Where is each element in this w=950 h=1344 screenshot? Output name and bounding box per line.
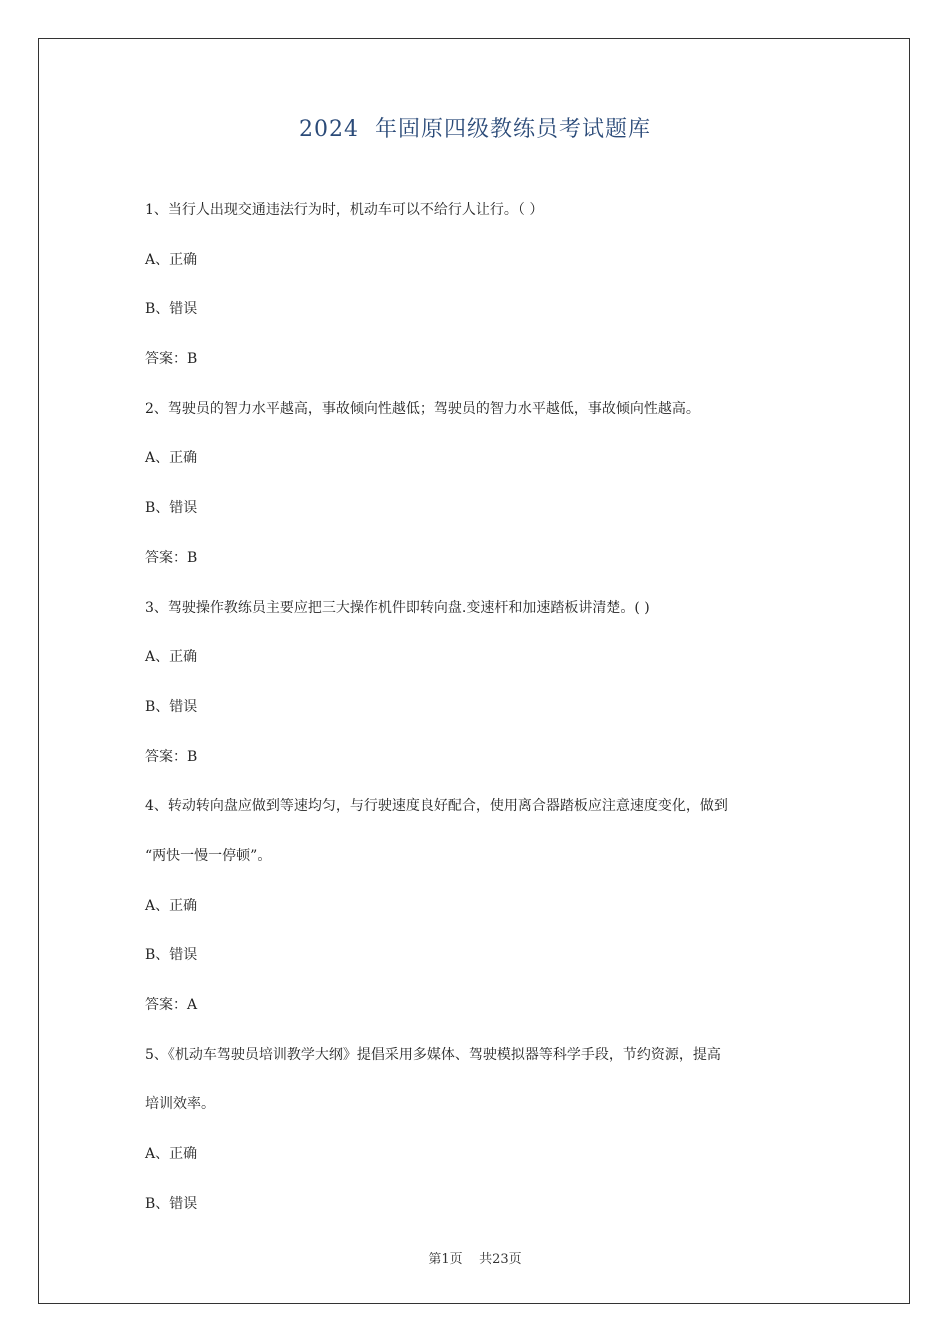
question-3-option-a: A、正确 (145, 649, 198, 666)
question-2-answer: 答案：B (145, 549, 198, 566)
question-list (145, 200, 825, 1243)
question-4-option-a: A、正确 (145, 897, 198, 914)
question-5-option-a: A、正确 (145, 1146, 198, 1163)
question-4-stem-line-2: “两快一慢一停顿”。 (145, 847, 272, 864)
question-5-option-b: B、错误 (145, 1195, 198, 1212)
question-3-stem: 3、驾驶操作教练员主要应把三大操作机件即转向盘.变速杆和加速踏板讲清楚。( ) (145, 599, 650, 616)
page-number-footer: 第1页 共23页 (428, 1252, 522, 1267)
question-4-option-b: B、错误 (145, 947, 198, 964)
question-2-option-a: A、正确 (145, 450, 198, 467)
question-4-stem-line-1: 4、转动转向盘应做到等速均匀，与行驶速度良好配合，使用离合器踏板应注意速度变化，做到 (145, 798, 728, 815)
question-5-stem-line-2: 培训效率。 (145, 1096, 215, 1113)
question-5-stem-line-1: 5、《机动车驾驶员培训教学大纲》提倡采用多媒体、驾驶模拟器等科学手段，节约资源，提高 (145, 1046, 721, 1063)
question-1-stem: 1、当行人出现交通违法行为时，机动车可以不给行人让行。（ ） (145, 202, 544, 218)
question-2-stem: 2、驾驶员的智力水平越高，事故倾向性越低；驾驶员的智力水平越低，事故倾向性越高。 (145, 400, 700, 417)
question-2-option-b: B、错误 (145, 500, 198, 517)
question-3-answer: 答案：B (145, 748, 198, 765)
question-1-answer: 答案：B (145, 351, 198, 368)
question-1-option-a: A、正确 (145, 251, 198, 268)
question-1-option-b: B、错误 (145, 301, 198, 318)
question-3-option-b: B、错误 (145, 698, 198, 715)
question-4-answer: 答案：A (145, 997, 198, 1013)
document-title: 2024 年固原四级教练员考试题库 (299, 117, 651, 142)
